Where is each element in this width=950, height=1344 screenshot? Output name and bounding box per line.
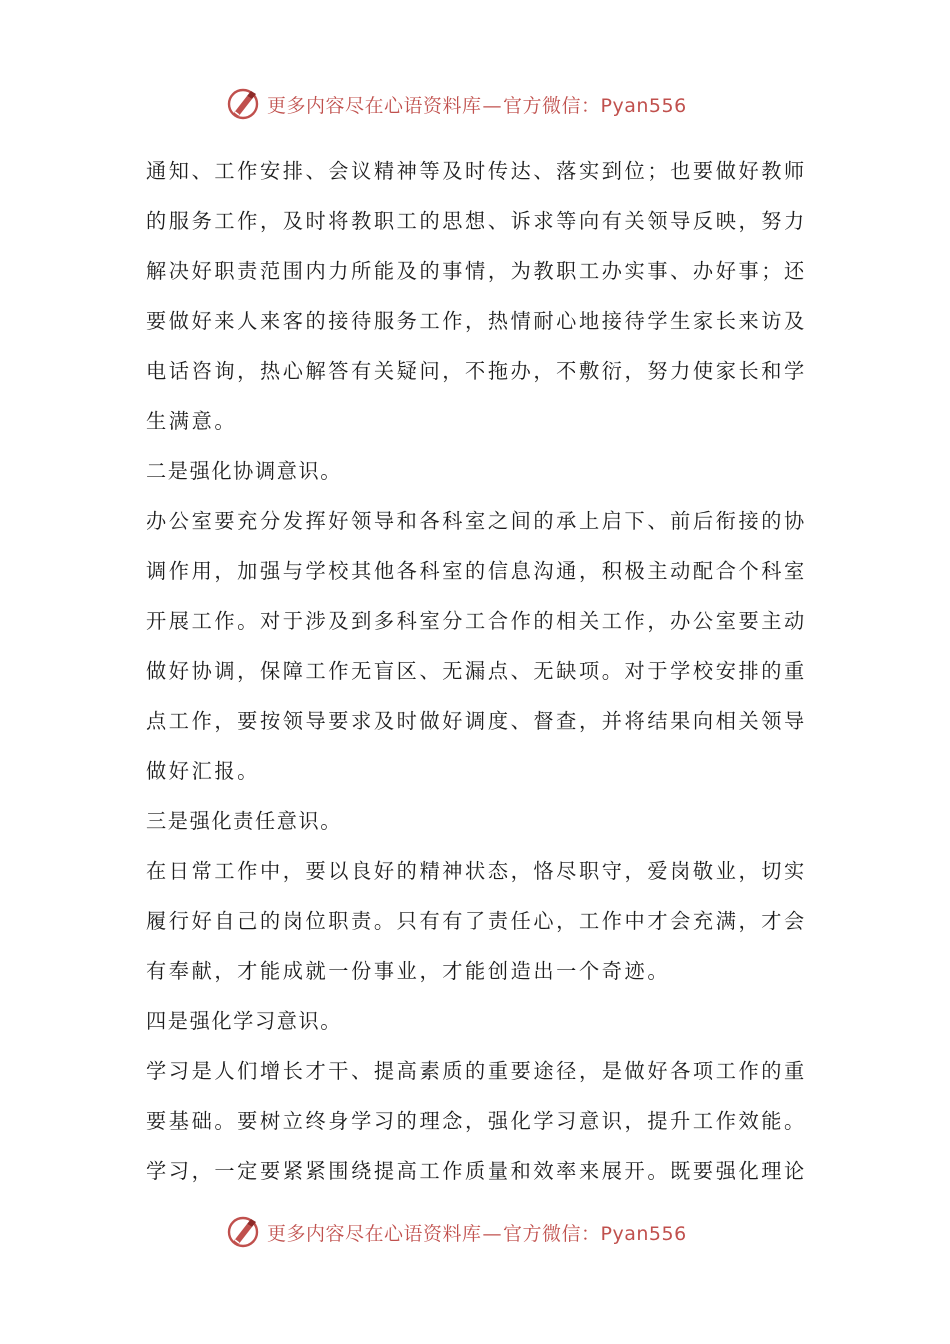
- section-heading: 三是强化责任意识。: [146, 809, 343, 833]
- text-line: 电话咨询，热心解答有关疑问，不拖办，不敷衍，努力使家长和学: [146, 359, 807, 383]
- document-body: [146, 146, 808, 1196]
- banner-wechat-id: Pyan556: [600, 94, 687, 117]
- text-line: 要基础。要树立终身学习的理念，强化学习意识，提升工作效能。: [146, 1109, 807, 1133]
- text-line: 生满意。: [146, 409, 238, 433]
- section-heading: 四是强化学习意识。: [146, 1009, 343, 1033]
- banner-wechat-id: Pyan556: [600, 1222, 687, 1245]
- text-line: 通知、工作安排、会议精神等及时传达、落实到位；也要做好教师: [146, 159, 807, 183]
- text-line: 学习，一定要紧紧围绕提高工作质量和效率来展开。既要强化理论: [146, 1159, 807, 1183]
- section-heading: 二是强化协调意识。: [146, 459, 343, 483]
- banner-wechat-label: 官方微信：: [503, 94, 601, 117]
- text-line: 点工作，要按领导要求及时做好调度、督查，并将结果向相关领导: [146, 709, 807, 733]
- text-line: 做好汇报。: [146, 759, 260, 783]
- header-banner: [225, 84, 745, 124]
- text-line: 履行好自己的岗位职责。只有有了责任心，工作中才会充满，才会: [146, 909, 807, 933]
- pen-nib-logo-icon: [225, 86, 261, 122]
- pen-nib-logo-icon: [225, 1214, 261, 1250]
- text-line: 解决好职责范围内力所能及的事情，为教职工办实事、办好事；还: [146, 259, 807, 283]
- text-line: 要做好来人来客的接待服务工作，热情耐心地接待学生家长来访及: [146, 309, 807, 333]
- text-line: 做好协调，保障工作无盲区、无漏点、无缺项。对于学校安排的重: [146, 659, 807, 683]
- footer-banner: [225, 1212, 745, 1252]
- text-line: 开展工作。对于涉及到多科室分工合作的相关工作，办公室要主动: [146, 609, 807, 633]
- banner-site-text: 更多内容尽在心语资料库: [267, 94, 482, 117]
- banner-text: [267, 1219, 687, 1246]
- text-line: 办公室要充分发挥好领导和各科室之间的承上启下、前后衔接的协: [146, 509, 807, 533]
- banner-dash: —: [482, 94, 503, 117]
- text-line: 有奉献，才能成就一份事业，才能创造出一个奇迹。: [146, 959, 671, 983]
- text-line: 学习是人们增长才干、提高素质的重要途径，是做好各项工作的重: [146, 1059, 807, 1083]
- banner-dash: —: [482, 1222, 503, 1245]
- banner-site-text: 更多内容尽在心语资料库: [267, 1222, 482, 1245]
- text-line: 在日常工作中，要以良好的精神状态，恪尽职守，爱岗敬业，切实: [146, 859, 807, 883]
- text-line: 的服务工作，及时将教职工的思想、诉求等向有关领导反映，努力: [146, 209, 807, 233]
- text-line: 调作用，加强与学校其他各科室的信息沟通，积极主动配合个科室: [146, 559, 807, 583]
- banner-text: [267, 91, 687, 118]
- banner-wechat-label: 官方微信：: [503, 1222, 601, 1245]
